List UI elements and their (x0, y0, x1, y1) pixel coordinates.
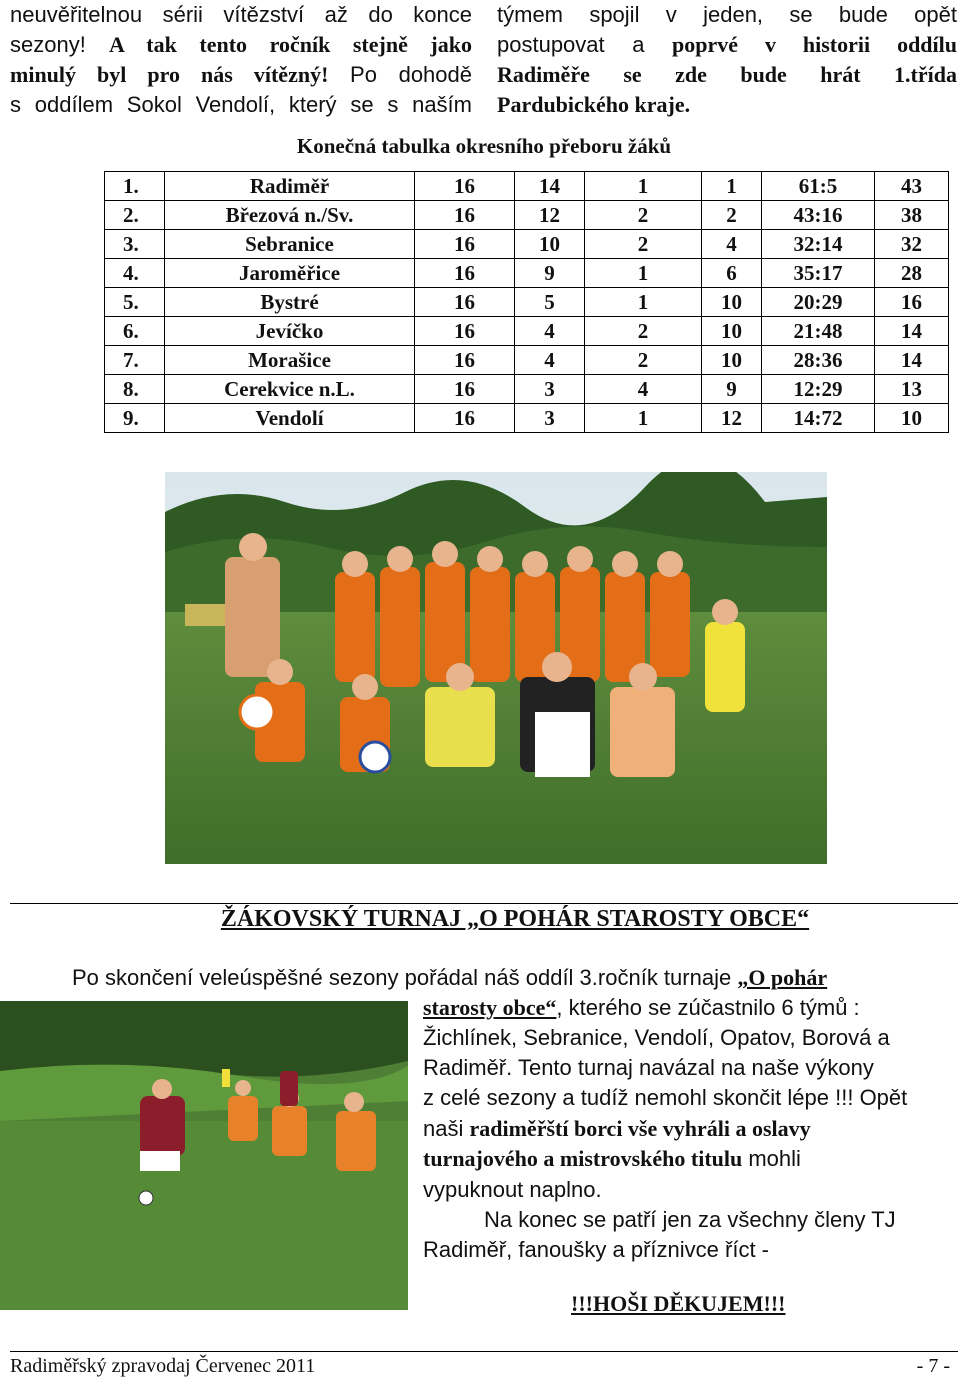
standings-cell: 28 (875, 259, 949, 288)
tournament-text-line-7: turnajového a mistrovského titulu mohli (423, 1146, 801, 1171)
standings-cell: Jevíčko (165, 317, 415, 346)
intro-right-line-4: Pardubického kraje. (497, 92, 691, 117)
tournament-text-line-5: z celé sezony a tudíž nemohl skončit lépe !!! Opět (423, 1085, 908, 1110)
standings-cell: 3. (105, 230, 165, 259)
standings-cell: 43:16 (762, 201, 875, 230)
standings-cell: 16 (415, 317, 515, 346)
standings-cell: Sebranice (165, 230, 415, 259)
standings-cell: 2. (105, 201, 165, 230)
standings-cell: 14 (515, 172, 585, 201)
standings-cell: 4 (585, 375, 702, 404)
standings-cell: 1 (585, 259, 702, 288)
standings-cell: 9. (105, 404, 165, 433)
standings-cell: 6. (105, 317, 165, 346)
standings-cell: 16 (415, 172, 515, 201)
standings-cell: 13 (875, 375, 949, 404)
standings-cell: 14 (875, 346, 949, 375)
standings-row (105, 317, 949, 346)
standings-cell: 1 (585, 288, 702, 317)
closing-text-line-2: Radiměř, fanoušky a příznivce říct - (423, 1237, 770, 1262)
standings-cell: Radiměř (165, 172, 415, 201)
standings-cell: 10 (515, 230, 585, 259)
standings-cell: 38 (875, 201, 949, 230)
standings-cell: Cerekvice n.L. (165, 375, 415, 404)
standings-cell: 12 (702, 404, 762, 433)
intro-right-line-3: Radiměře se zde bude hrát 1.třída (497, 62, 957, 87)
standings-cell: 10 (702, 288, 762, 317)
footer-divider (10, 1351, 958, 1352)
standings-cell: Vendolí (165, 404, 415, 433)
intro-right-line-1: týmem spojil v jeden, se bude opět (497, 2, 957, 27)
standings-cell: 16 (415, 288, 515, 317)
standings-cell: 9 (702, 375, 762, 404)
standings-cell: 12:29 (762, 375, 875, 404)
standings-cell: Březová n./Sv. (165, 201, 415, 230)
tournament-text-line-3: Žichlínek, Sebranice, Vendolí, Opatov, Borová a (423, 1025, 890, 1050)
standings-cell: 20:29 (762, 288, 875, 317)
standings-row (105, 346, 949, 375)
standings-cell: 61:5 (762, 172, 875, 201)
standings-cell: 4 (702, 230, 762, 259)
standings-cell: 1 (585, 172, 702, 201)
standings-row (105, 288, 949, 317)
standings-cell: 16 (415, 230, 515, 259)
standings-cell: 12 (515, 201, 585, 230)
standings-cell: 32:14 (762, 230, 875, 259)
standings-cell: 10 (702, 317, 762, 346)
intro-left-line-2: sezony! A tak tento ročník stejně jako (10, 32, 472, 57)
standings-cell: 2 (585, 346, 702, 375)
standings-cell: 35:17 (762, 259, 875, 288)
standings-cell: 16 (415, 201, 515, 230)
standings-cell: 1. (105, 172, 165, 201)
standings-cell: 5. (105, 288, 165, 317)
standings-cell: 10 (875, 404, 949, 433)
tournament-text-line-8: vypuknout naplno. (423, 1177, 602, 1202)
tournament-heading: ŽÁKOVSKÝ TURNAJ „O POHÁR STAROSTY OBCE“ (220, 906, 810, 932)
standings-cell: 16 (875, 288, 949, 317)
standings-cell: Morašice (165, 346, 415, 375)
standings-cell: Jaroměřice (165, 259, 415, 288)
standings-table (104, 171, 949, 433)
standings-cell: 2 (585, 230, 702, 259)
intro-left-line-1: neuvěřitelnou sérii vítězství až do konce (10, 2, 472, 27)
standings-cell: Bystré (165, 288, 415, 317)
standings-cell: 6 (702, 259, 762, 288)
tournament-text-line-6: naši radiměřští borci vše vyhráli a oslavy (423, 1116, 811, 1141)
standings-cell: 28:36 (762, 346, 875, 375)
standings-cell: 5 (515, 288, 585, 317)
thanks-text: !!!HOŠI DĚKUJEM!!! (571, 1291, 786, 1316)
footer-page-number: - 7 - (916, 1355, 950, 1377)
closing-text-line-1: Na konec se patří jen za všechny členy TJ (484, 1207, 896, 1232)
standings-cell: 4 (515, 317, 585, 346)
standings-cell: 21:48 (762, 317, 875, 346)
standings-cell: 2 (585, 317, 702, 346)
standings-row (105, 172, 949, 201)
standings-cell: 32 (875, 230, 949, 259)
tournament-text-line-2: starosty obce“, kterého se zúčastnilo 6 týmů : (423, 995, 860, 1020)
standings-cell: 14 (875, 317, 949, 346)
intro-right-line-2: postupovat a poprvé v historii oddílu (497, 32, 957, 57)
standings-cell: 4 (515, 346, 585, 375)
intro-right-column (497, 0, 957, 120)
section-divider (10, 903, 958, 904)
standings-cell: 1 (585, 404, 702, 433)
standings-cell: 2 (702, 201, 762, 230)
team-photo (165, 472, 827, 864)
footer-publication: Radiměřský zpravodaj Červenec 2011 (10, 1355, 316, 1377)
standings-cell: 16 (415, 375, 515, 404)
standings-row (105, 230, 949, 259)
intro-left-column (10, 0, 472, 120)
standings-cell: 4. (105, 259, 165, 288)
tournament-text-line-1: Po skončení veleúspěšné sezony pořádal náš oddíl 3.ročník turnaje „O pohár (72, 965, 828, 990)
intro-left-line-3: minulý byl pro nás vítězný! Po dohodě (10, 62, 472, 87)
standings-cell: 7. (105, 346, 165, 375)
tournament-text-line-4: Radiměř. Tento turnaj navázal na naše výkony (423, 1055, 874, 1080)
standings-cell: 16 (415, 259, 515, 288)
match-photo (0, 1001, 408, 1310)
standings-cell: 16 (415, 404, 515, 433)
standings-cell: 43 (875, 172, 949, 201)
standings-row (105, 375, 949, 404)
standings-cell: 14:72 (762, 404, 875, 433)
standings-cell: 16 (415, 346, 515, 375)
standings-cell: 9 (515, 259, 585, 288)
standings-cell: 1 (702, 172, 762, 201)
standings-row (105, 259, 949, 288)
standings-cell: 10 (702, 346, 762, 375)
intro-left-line-4: s oddílem Sokol Vendolí, který se s naším (10, 92, 472, 117)
standings-row (105, 404, 949, 433)
standings-cell: 3 (515, 375, 585, 404)
standings-cell: 2 (585, 201, 702, 230)
standings-cell: 3 (515, 404, 585, 433)
standings-cell: 8. (105, 375, 165, 404)
standings-title: Konečná tabulka okresního přeboru žáků (296, 134, 672, 158)
standings-row (105, 201, 949, 230)
